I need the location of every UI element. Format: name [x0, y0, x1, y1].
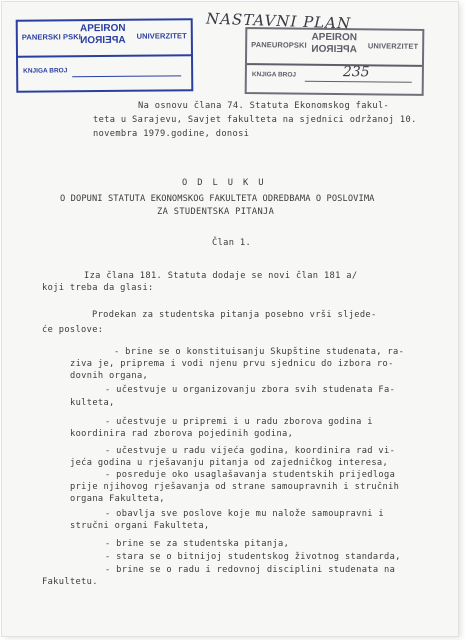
body-line: - posreduje oko usaglašavanja studentskih prijedloga [105, 470, 396, 480]
logo-text-mirrored: APEIRON [311, 43, 357, 56]
body-line: organa Fakulteta, [70, 494, 165, 504]
library-stamp-blue [16, 18, 194, 93]
library-stamp-gray [245, 27, 425, 96]
body-line: - brine se za studentska pitanja, [105, 539, 290, 549]
stamp-right-text: UNIVERZITET [367, 41, 419, 51]
handwritten-note: NASTAVNI PLAN [205, 9, 352, 33]
book-number-label: KNJIGA BROJ [23, 67, 68, 75]
body-line: Prodekan za studentska pitanja posebno vrši sljede- [92, 310, 377, 320]
body-line: dovnih organa, [70, 371, 149, 381]
intro-line: novembra 1979.godine, donosi [93, 129, 250, 139]
stamp-right-text: UNIVERZITET [136, 31, 187, 41]
body-line: - stara se o bitnijoj studentskog životnog standarda, [105, 552, 401, 562]
logo-text-mirrored: APEIRON [80, 34, 126, 47]
article-heading: Član 1. [212, 238, 252, 248]
body-line: - učestvuje u radu vijeća godina, koordinira rad vi- [105, 446, 396, 456]
logo-text-top: APEIRON [79, 22, 126, 35]
body-line: - učestvuje u pripremi i u radu zborova godina i [105, 417, 373, 427]
stamp-left-text: PANEUROPSKI [251, 40, 307, 50]
stamp-header [247, 29, 422, 67]
body-line: - brine se o radu i redovnoj disciplini studenata na [105, 565, 396, 575]
stamp-left-text: PANERSKI PSKI [21, 32, 81, 42]
body-line: jeća godina u rješavanju pitanja od zajedničkog interesa, [70, 458, 389, 468]
intro-line: teta u Sarajevu, Savjet fakulteta na sjednici održanoj 10. [93, 115, 417, 125]
body-line: - brine se o konstituisanju Skupštine studenata, ra- [114, 347, 405, 357]
title-line: ZA STUDENTSKA PITANJA [157, 207, 275, 217]
intro-line: Na osnovu člana 74. Statuta Ekonomskog fakul- [138, 101, 390, 111]
body-line: će poslove: [42, 325, 104, 335]
apeiron-logo [309, 32, 359, 61]
body-line: - obavlja sve poslove koje mu nalože samoupravni i [105, 509, 385, 519]
document-title: O D L U K U [182, 178, 266, 188]
body-line: kulteta, [70, 398, 115, 408]
body-line: Fakultetu. [42, 577, 98, 587]
book-number-line [72, 75, 181, 77]
book-number-value: 235 [342, 64, 370, 81]
body-line: ziva je, priprema i vodi njenu prvu sjednicu do izbora ro- [70, 359, 394, 369]
body-line: koji treba da glasi: [42, 283, 154, 293]
book-number-line [305, 81, 412, 83]
document-page [2, 2, 458, 636]
stamp-header [18, 20, 191, 58]
apeiron-logo [78, 23, 128, 51]
body-line: prije njihovog rješavanja od strane samoupravnih i stručnih [70, 482, 400, 492]
logo-text-top: APEIRON [311, 31, 358, 44]
book-number-label: KNJIGA BROJ [251, 71, 297, 79]
title-line: O DOPUNI STATUTA EKONOMSKOG FAKULTETA ODREDBAMA O POSLOVIMA [60, 194, 375, 204]
body-line: - učestvuje u organizovanju zbora svih studenata Fa- [105, 385, 396, 395]
body-line: Iza člana 181. Statuta dodaje se novi član 181 a/ [84, 271, 358, 281]
body-line: stručni organi Fakulteta, [70, 521, 210, 531]
body-line: koordinira rad zborova pojedinih godina, [70, 429, 294, 439]
